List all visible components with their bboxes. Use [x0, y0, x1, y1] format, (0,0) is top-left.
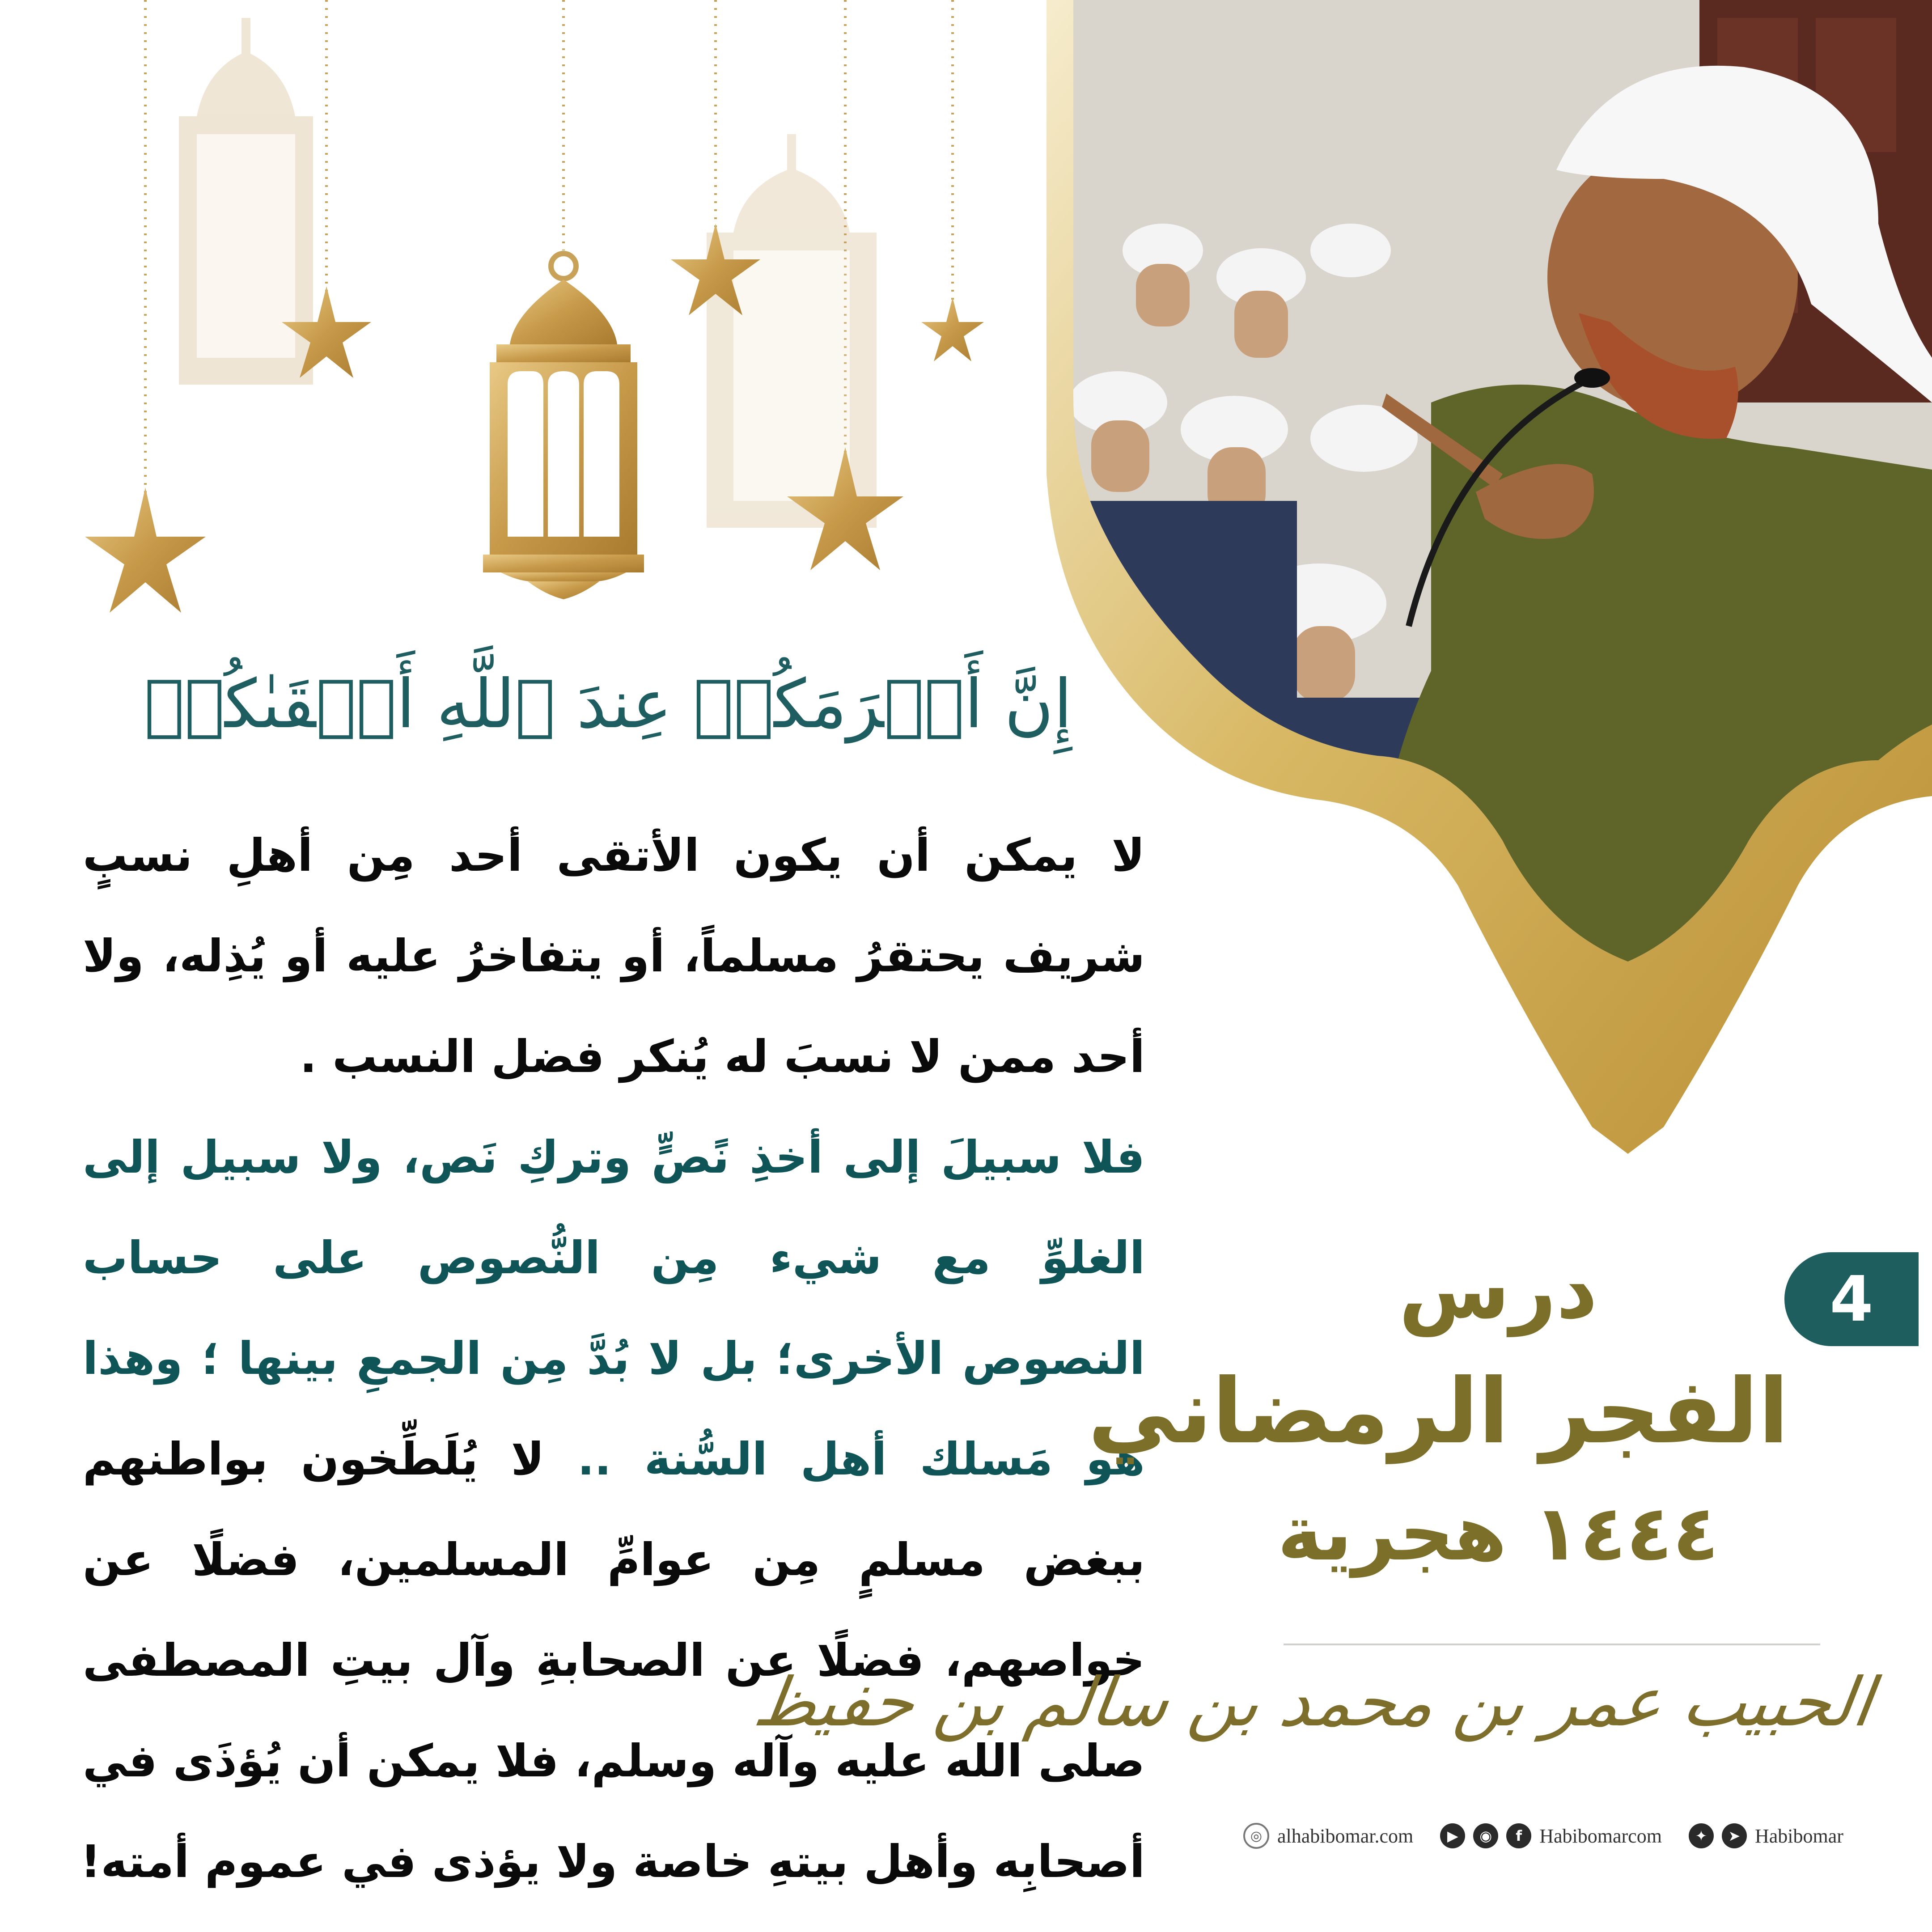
text-line: ببغض مسلمٍ مِن عوامِّ المسلمين، فضلًا عن	[83, 1534, 1145, 1586]
faded-lantern-icon	[707, 134, 877, 528]
youtube-icon[interactable]: ▶	[1440, 1823, 1465, 1848]
lesson-number-badge: 4	[1784, 1252, 1919, 1346]
lantern-icon	[483, 254, 644, 599]
facebook-icon[interactable]: f	[1506, 1823, 1531, 1848]
text-line-mixed	[83, 1409, 1145, 1509]
text-line: الغلوِّ مع شيء مِن النُّصوص على حساب	[83, 1232, 1145, 1284]
instagram-icon[interactable]: ◉	[1473, 1823, 1498, 1848]
handle-link[interactable]: Habibomar	[1754, 1825, 1843, 1847]
series-title: الفجر الرمضاني	[1088, 1360, 1789, 1464]
twitter-icon[interactable]: ✦	[1689, 1823, 1714, 1848]
text-line: فلا سبيلَ إلى أخذِ نًصٍّ وتركِ نَص، ولا سبيل إلى	[83, 1131, 1145, 1183]
text-segment: لا يُلَطِّخون بواطنهم	[83, 1433, 577, 1485]
text-line: صلى الله عليه وآله وسلم، فلا يمكن أن يُؤذَى في	[83, 1735, 1145, 1787]
title-word: درس	[1398, 1243, 1598, 1337]
text-segment: هو مَسلك أهل السُّنة ..	[577, 1433, 1145, 1485]
lesson-text	[80, 805, 1145, 1912]
divider	[1284, 1644, 1820, 1645]
verse-text: إِنَّ أَكۡرَمَكُمۡ عِندَ ٱللَّهِ أَتۡقَىٰكُمۡ	[144, 665, 1072, 743]
globe-icon[interactable]: ◎	[1243, 1823, 1269, 1849]
star-icon	[921, 297, 984, 361]
text-line: أحد ممن لا نسبَ له يُنكر فضل النسب .	[300, 1030, 1145, 1083]
ramadan-decoration	[0, 0, 1073, 626]
quran-verse	[144, 640, 1072, 769]
text-line: النصوص الأخرى؛ بل لا بُدَّ مِن الجمعِ بينها ؛ وهذا	[83, 1332, 1145, 1385]
website-link[interactable]: alhabibomar.com	[1277, 1825, 1414, 1847]
text-line: خواصهم، فضلًا عن الصحابةِ وآل بيتِ المصطفى	[83, 1634, 1145, 1686]
star-icon	[85, 487, 206, 613]
title-block	[1088, 1230, 1887, 1677]
calligraphy-signature: الحبيب عمر بن محمد بن سالم بن حفيظ	[749, 1664, 1878, 1741]
hijri-year: ١٤٤٤ هجرية	[1277, 1489, 1719, 1578]
telegram-icon[interactable]: ➤	[1722, 1823, 1747, 1848]
text-line: لا يمكن أن يكون الأتقى أحد مِن أهلِ نسبٍ	[83, 829, 1145, 881]
handle-link[interactable]: Habibomarcom	[1539, 1825, 1662, 1847]
text-line: شريف يحتقرُ مسلماً، أو يتفاخرُ عليه أو يُذِله، ولا	[83, 930, 1145, 982]
text-line: أصحابِه وأهل بيتهِ خاصة ولا يؤذى في عموم أمته!	[80, 1835, 1145, 1888]
speaker-photo-frame	[1029, 0, 1932, 1163]
social-bar	[1243, 1813, 1892, 1858]
